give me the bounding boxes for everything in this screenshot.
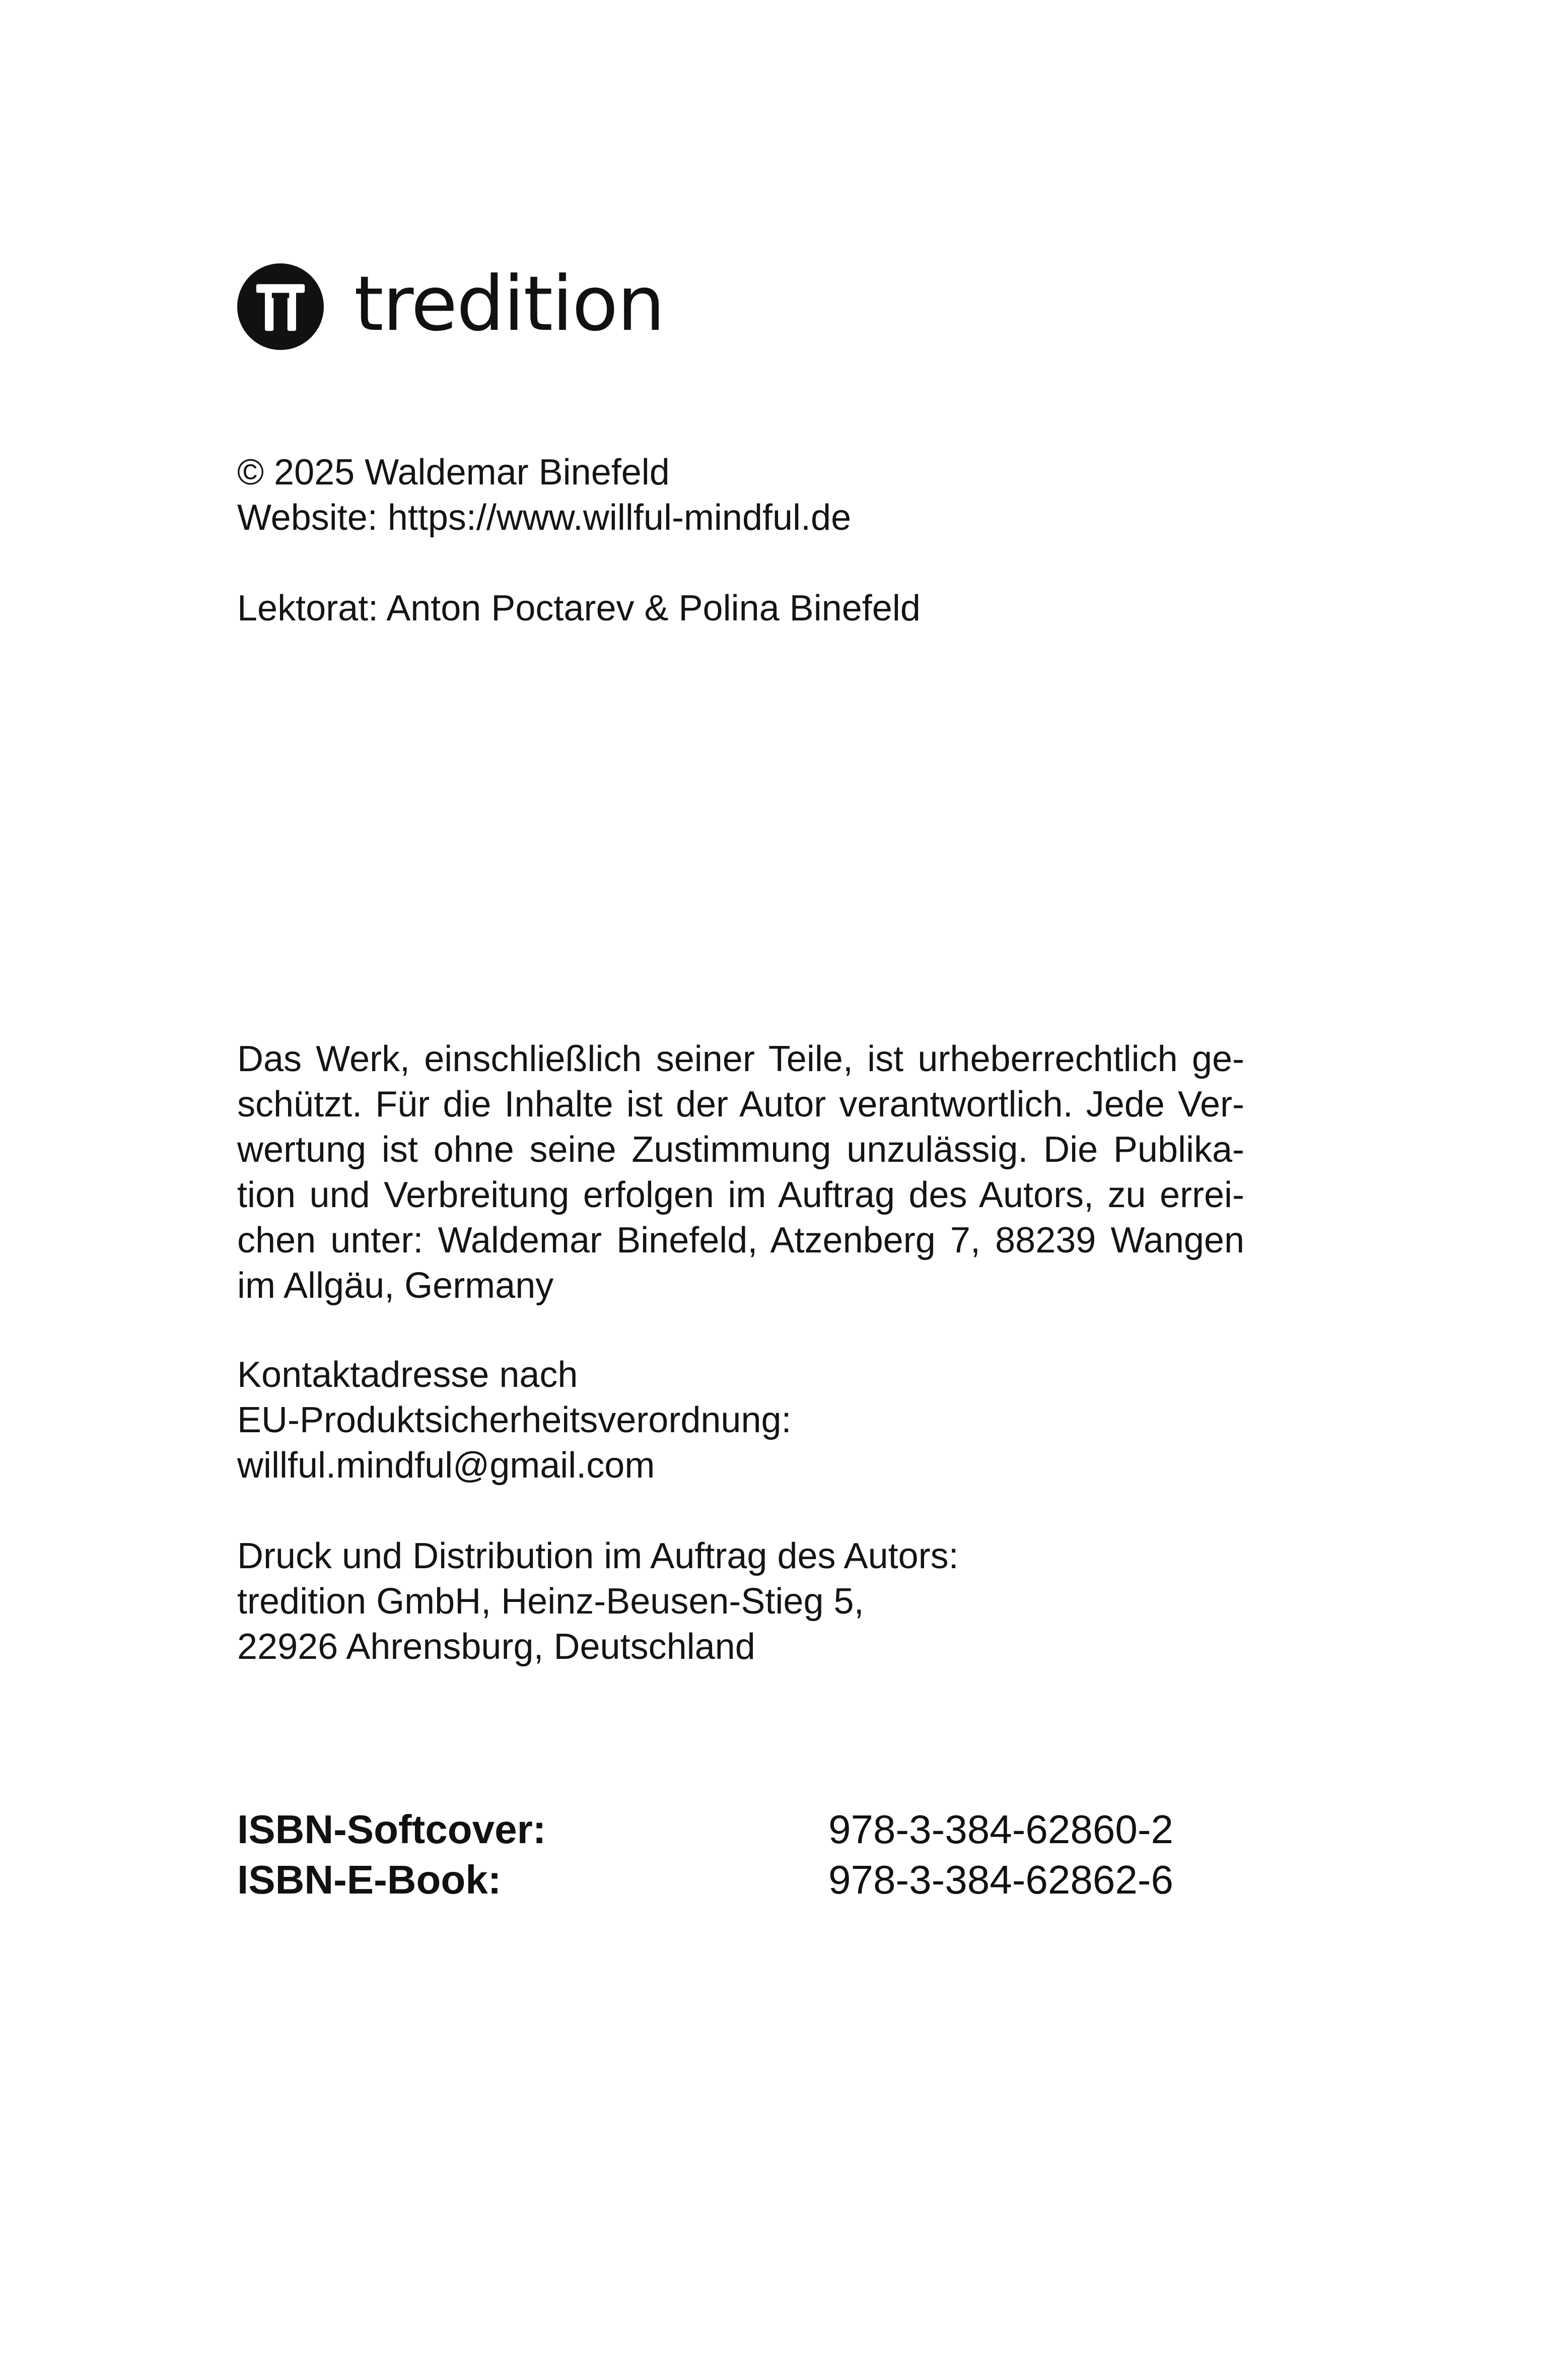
- distribution-line: 22926 Ahrensburg, Deutschland: [237, 1627, 755, 1667]
- publisher-wordmark: tredition: [354, 260, 664, 348]
- contact-email: willful.mindful@gmail.com: [237, 1445, 655, 1486]
- isbn-value: 978-3-384-62860-2: [828, 1807, 1173, 1852]
- legal-notice-line: chen unter: Waldemar Binefeld, Atzenberg 7, 88239 Wangen: [237, 1220, 1244, 1261]
- contact-block: [237, 1352, 1254, 1488]
- legal-notice-line: tion und Verbreitung erfolgen im Auftrag des Autors, zu errei-: [237, 1175, 1244, 1215]
- editing-credit: [237, 586, 1254, 631]
- legal-notice-line: schützt. Für die Inhalte ist der Autor verantwortlich. Jede Ver-: [237, 1084, 1244, 1125]
- publisher-logo: [237, 260, 664, 353]
- legal-notice-line: Das Werk, einschließlich seiner Teile, ist urheberrechtlich ge-: [237, 1039, 1244, 1079]
- distribution-line: tredition GmbH, Heinz-Beusen-Stieg 5,: [237, 1581, 864, 1622]
- contact-line: EU-Produktsicherheitsverordnung:: [237, 1400, 792, 1440]
- copyright-block: [237, 450, 1254, 540]
- website-line: Website: https://www.willful-mindful.de: [237, 498, 852, 538]
- copyright-line: © 2025 Waldemar Binefeld: [237, 452, 670, 493]
- legal-notice: [237, 1036, 1244, 1308]
- distribution-line: Druck und Distribution im Auftrag des Autors:: [237, 1536, 959, 1576]
- distribution-block: [237, 1533, 1254, 1669]
- legal-notice-line: wertung ist ohne seine Zustimmung unzulässig. Die Publika-: [237, 1130, 1244, 1170]
- isbn-label: ISBN-Softcover:: [237, 1807, 546, 1852]
- isbn-label: ISBN-E-Book:: [237, 1857, 502, 1902]
- tredition-logo-icon: [237, 263, 324, 350]
- contact-line: Kontaktadresse nach: [237, 1355, 578, 1395]
- isbn-value: 978-3-384-62862-6: [828, 1857, 1173, 1902]
- editing-line: Lektorat: Anton Poctarev & Polina Binefeld: [237, 588, 921, 628]
- legal-notice-line: im Allgäu, Germany: [237, 1266, 554, 1306]
